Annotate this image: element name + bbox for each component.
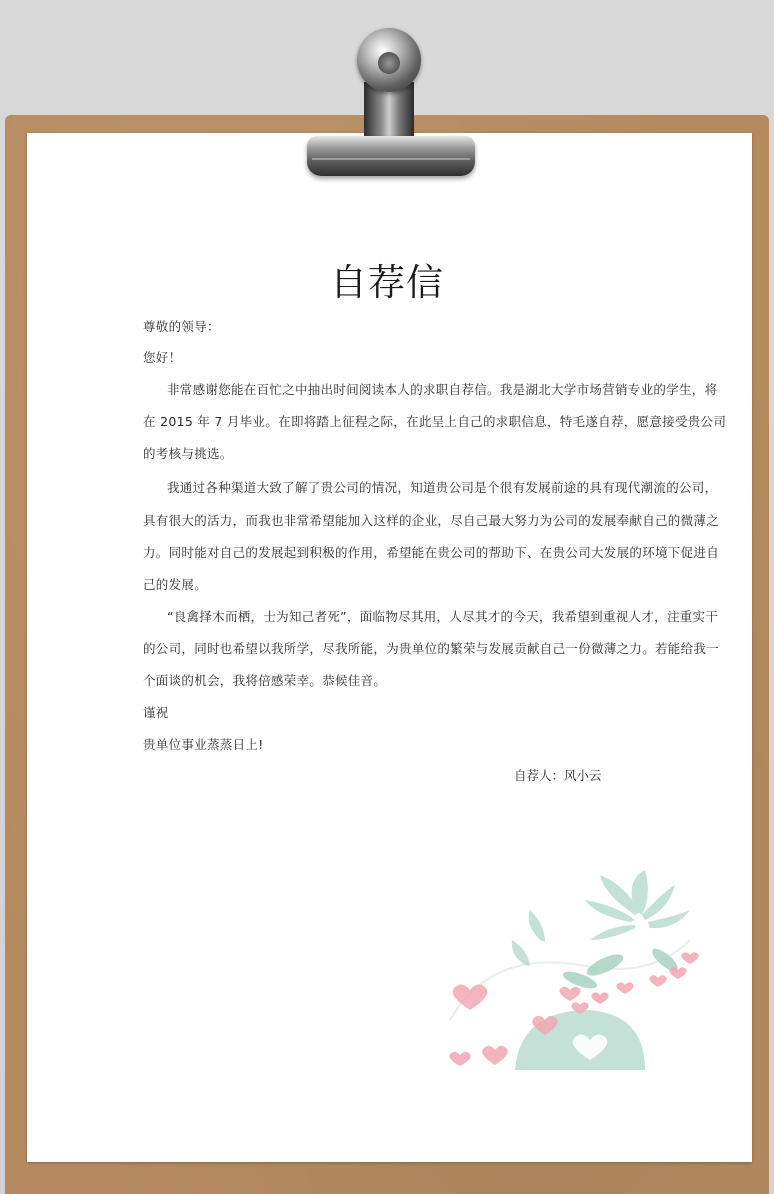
paragraph-1-line-3: 的考核与挑选。 [143, 446, 233, 461]
salutation: 尊敬的领导： [143, 319, 220, 334]
greeting: 您好！ [143, 350, 182, 365]
paragraph-1-line-1: 非常感谢您能在百忙之中抽出时间阅读本人的求职自荐信。我是湖北大学市场营销专业的学生，将 [167, 382, 718, 397]
closing-line-2: 贵单位事业蒸蒸日上! [143, 737, 264, 752]
paragraph-2-line-4: 己的发展。 [143, 577, 208, 592]
clip-base [307, 136, 475, 176]
paragraph-3-line-3: 个面谈的机会，我将倍感荣幸。恭候佳音。 [143, 673, 387, 688]
paragraph-1-line-2: 在 2015 年 7 月毕业。在即将踏上征程之际，在此呈上自己的求职信息，特毛遂自荐，愿意接受贵公司 [143, 414, 727, 429]
signature: 自荐人：风小云 [514, 768, 602, 783]
clip-highlight [312, 158, 470, 160]
closing-line-1: 谨祝 [143, 705, 169, 720]
paragraph-2-line-1: 我通过各种渠道大致了解了贵公司的情况，知道贵公司是个很有发展前途的具有现代潮流的公司， [167, 480, 718, 495]
paragraph-2-line-2: 具有很大的活力，而我也非常希望能加入这样的企业，尽自己最大努力为公司的发展奉献自己的微薄之 [143, 513, 720, 528]
paragraph-3-line-2: 的公司，同时也希望以我所学，尽我所能，为贵单位的繁荣与发展贡献自己一份微薄之力。若能给我一 [143, 641, 720, 656]
clip-ring-hole [378, 52, 400, 74]
paragraph-2-line-3: 力。同时能对自己的发展起到积极的作用，希望能在贵公司的帮助下、在贵公司大发展的环境下促进自 [143, 545, 720, 560]
paragraph-3-line-1: “良禽择木而栖，士为知己者死”，面临物尽其用，人尽其才的今天，我希望到重视人才，注重实干 [167, 609, 719, 624]
letter-title: 自荐信 [330, 261, 444, 304]
floral-decoration [430, 870, 700, 1070]
